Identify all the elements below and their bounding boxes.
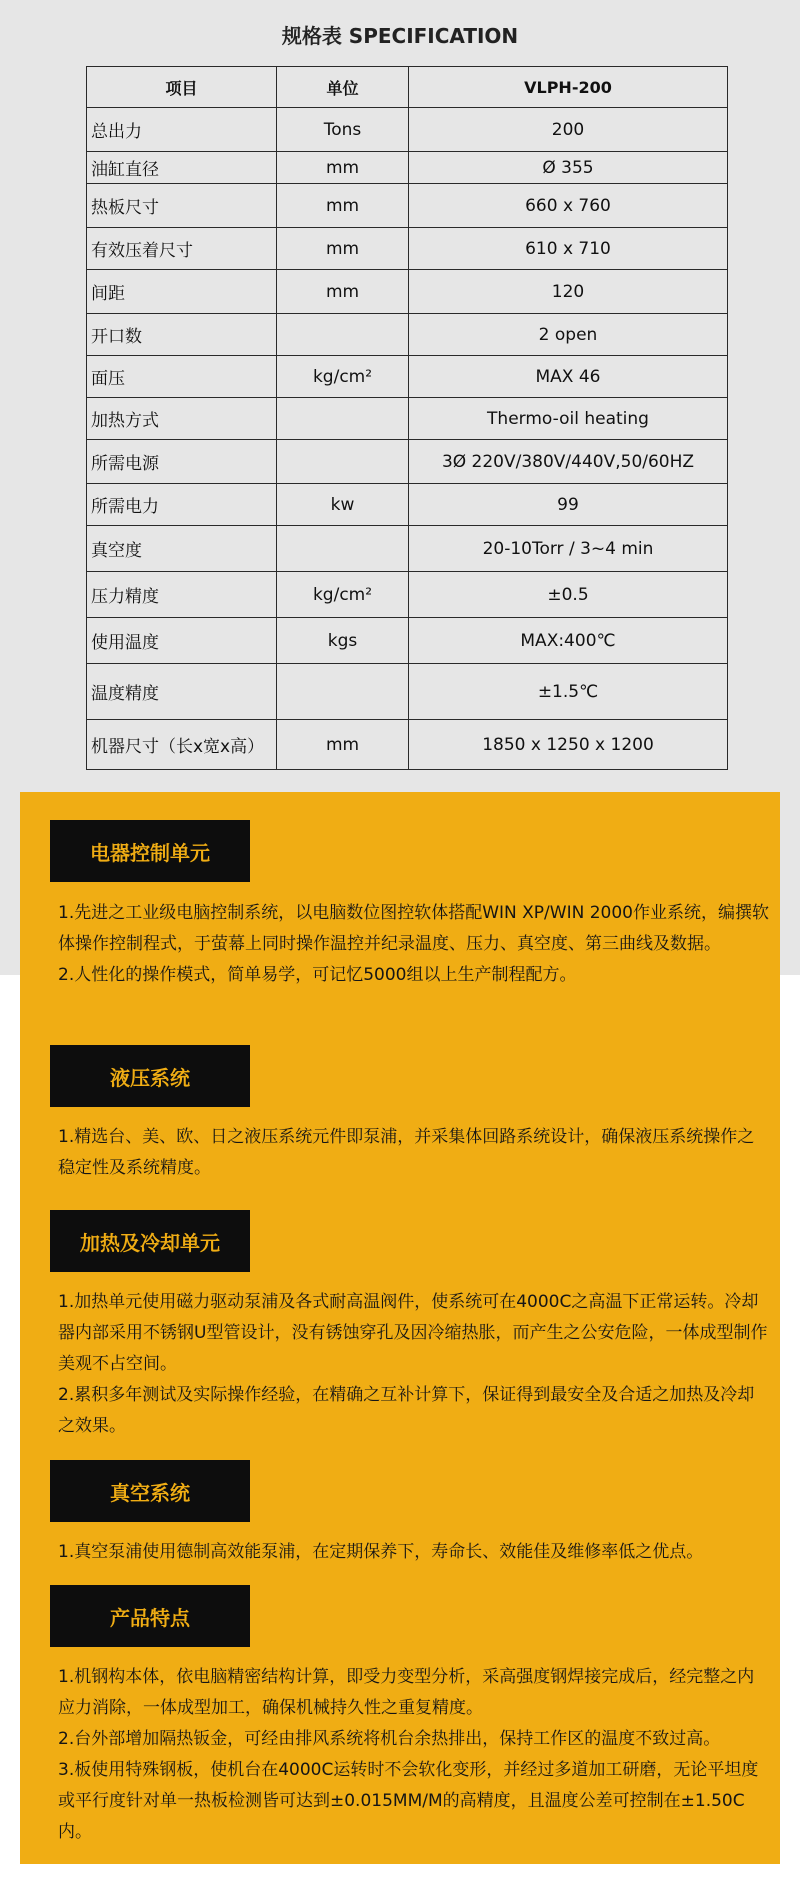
paragraph: 2.人性化的操作模式，简单易学，可记忆5000组以上生产制程配方。 bbox=[58, 965, 577, 985]
paragraph: 1.真空泵浦使用德制高效能泵浦，在定期保养下，寿命长、效能佳及维修率低之优点。 bbox=[58, 1542, 704, 1562]
section-title-heating-cooling: 加热及冷却单元 bbox=[50, 1210, 250, 1272]
row-value: 200 bbox=[409, 108, 728, 152]
section-title-electrical: 电器控制单元 bbox=[50, 820, 250, 882]
row-unit: mm bbox=[277, 720, 409, 770]
table-row bbox=[87, 484, 728, 526]
row-unit: mm bbox=[277, 184, 409, 228]
row-unit: kw bbox=[277, 484, 409, 526]
table-row bbox=[87, 108, 728, 152]
row-value: 610 x 710 bbox=[409, 228, 728, 270]
paragraph: 1.加热单元使用磁力驱动泵浦及各式耐高温阀件，使系统可在4000C之高温下正常运转。冷却器内部采用不锈钢U型管设计，没有锈蚀穿孔及因冷缩热胀，而产生之公安危险，一体成型制作美观不占空间。 bbox=[58, 1292, 768, 1374]
section-body-heating-cooling bbox=[58, 1287, 770, 1442]
row-value: 20-10Torr / 3~4 min bbox=[409, 526, 728, 572]
header-item: 项目 bbox=[87, 67, 277, 108]
table-row bbox=[87, 440, 728, 484]
section-title-features: 产品特点 bbox=[50, 1585, 250, 1647]
row-name: 真空度 bbox=[87, 526, 277, 572]
header-unit: 单位 bbox=[277, 67, 409, 108]
table-row bbox=[87, 526, 728, 572]
row-name: 所需电源 bbox=[87, 440, 277, 484]
row-unit: mm bbox=[277, 270, 409, 314]
paragraph: 1.精选台、美、欧、日之液压系统元件即泵浦，并采集体回路系统设计，确保液压系统操作之稳定性及系统精度。 bbox=[58, 1127, 755, 1178]
features-panel bbox=[20, 792, 780, 1864]
row-name: 所需电力 bbox=[87, 484, 277, 526]
row-value: 660 x 760 bbox=[409, 184, 728, 228]
row-value: 3Ø 220V/380V/440V,50/60HZ bbox=[409, 440, 728, 484]
table-row bbox=[87, 356, 728, 398]
table-row bbox=[87, 270, 728, 314]
paragraph: 1.机钢构本体，依电脑精密结构计算，即受力变型分析，采高强度钢焊接完成后，经完整之内应力消除，一体成型加工，确保机械持久性之重复精度。 bbox=[58, 1667, 755, 1718]
row-name: 开口数 bbox=[87, 314, 277, 356]
row-name: 油缸直径 bbox=[87, 152, 277, 184]
row-name: 热板尺寸 bbox=[87, 184, 277, 228]
paragraph: 1.先进之工业级电脑控制系统，以电脑数位图控软体搭配WIN XP/WIN 2000作业系统，编撰软体操作控制程式，于萤幕上同时操作温控并纪录温度、压力、真空度、第三曲线及数据。 bbox=[58, 903, 769, 954]
row-unit bbox=[277, 440, 409, 484]
row-unit: mm bbox=[277, 152, 409, 184]
table-row bbox=[87, 664, 728, 720]
table-row bbox=[87, 720, 728, 770]
section-body-vacuum bbox=[58, 1537, 770, 1568]
row-name: 机器尺寸（长x宽x高） bbox=[87, 720, 277, 770]
row-unit: kgs bbox=[277, 618, 409, 664]
row-value: 120 bbox=[409, 270, 728, 314]
header-model: VLPH-200 bbox=[409, 67, 728, 108]
row-value: MAX:400℃ bbox=[409, 618, 728, 664]
row-unit bbox=[277, 664, 409, 720]
section-body-features bbox=[58, 1662, 770, 1848]
row-name: 面压 bbox=[87, 356, 277, 398]
section-title-hydraulic: 液压系统 bbox=[50, 1045, 250, 1107]
section-body-hydraulic bbox=[58, 1122, 770, 1184]
table-row bbox=[87, 314, 728, 356]
row-name: 使用温度 bbox=[87, 618, 277, 664]
row-unit bbox=[277, 314, 409, 356]
row-unit: mm bbox=[277, 228, 409, 270]
row-name: 温度精度 bbox=[87, 664, 277, 720]
paragraph: 3.板使用特殊钢板，使机台在4000C运转时不会软化变形，并经过多道加工研磨，无论平坦度或平行度针对单一热板检测皆可达到±0.015MM/M的高精度，且温度公差可控制在±1.50C内。 bbox=[58, 1760, 759, 1842]
spec-title: 规格表 SPECIFICATION bbox=[281, 24, 519, 48]
row-value: 1850 x 1250 x 1200 bbox=[409, 720, 728, 770]
row-name: 加热方式 bbox=[87, 398, 277, 440]
row-unit bbox=[277, 526, 409, 572]
row-name: 总出力 bbox=[87, 108, 277, 152]
row-unit bbox=[277, 398, 409, 440]
row-value: 2 open bbox=[409, 314, 728, 356]
row-value: 99 bbox=[409, 484, 728, 526]
section-body-electrical bbox=[58, 898, 770, 991]
spec-table bbox=[86, 66, 728, 770]
paragraph: 2.累积多年测试及实际操作经验，在精确之互补计算下，保证得到最安全及合适之加热及冷却之效果。 bbox=[58, 1385, 755, 1436]
row-name: 压力精度 bbox=[87, 572, 277, 618]
row-unit: Tons bbox=[277, 108, 409, 152]
table-row bbox=[87, 184, 728, 228]
row-name: 间距 bbox=[87, 270, 277, 314]
table-row bbox=[87, 228, 728, 270]
paragraph: 2.台外部增加隔热钣金，可经由排风系统将机台余热排出，保持工作区的温度不致过高。 bbox=[58, 1729, 721, 1749]
spec-header-row bbox=[87, 67, 728, 108]
row-value: Thermo-oil heating bbox=[409, 398, 728, 440]
row-value: ±1.5℃ bbox=[409, 664, 728, 720]
row-name: 有效压着尺寸 bbox=[87, 228, 277, 270]
row-value: ±0.5 bbox=[409, 572, 728, 618]
row-value: Ø 355 bbox=[409, 152, 728, 184]
section-title-vacuum: 真空系统 bbox=[50, 1460, 250, 1522]
table-row bbox=[87, 618, 728, 664]
table-row bbox=[87, 398, 728, 440]
row-unit: kg/cm² bbox=[277, 356, 409, 398]
table-row bbox=[87, 152, 728, 184]
row-unit: kg/cm² bbox=[277, 572, 409, 618]
row-value: MAX 46 bbox=[409, 356, 728, 398]
table-row bbox=[87, 572, 728, 618]
